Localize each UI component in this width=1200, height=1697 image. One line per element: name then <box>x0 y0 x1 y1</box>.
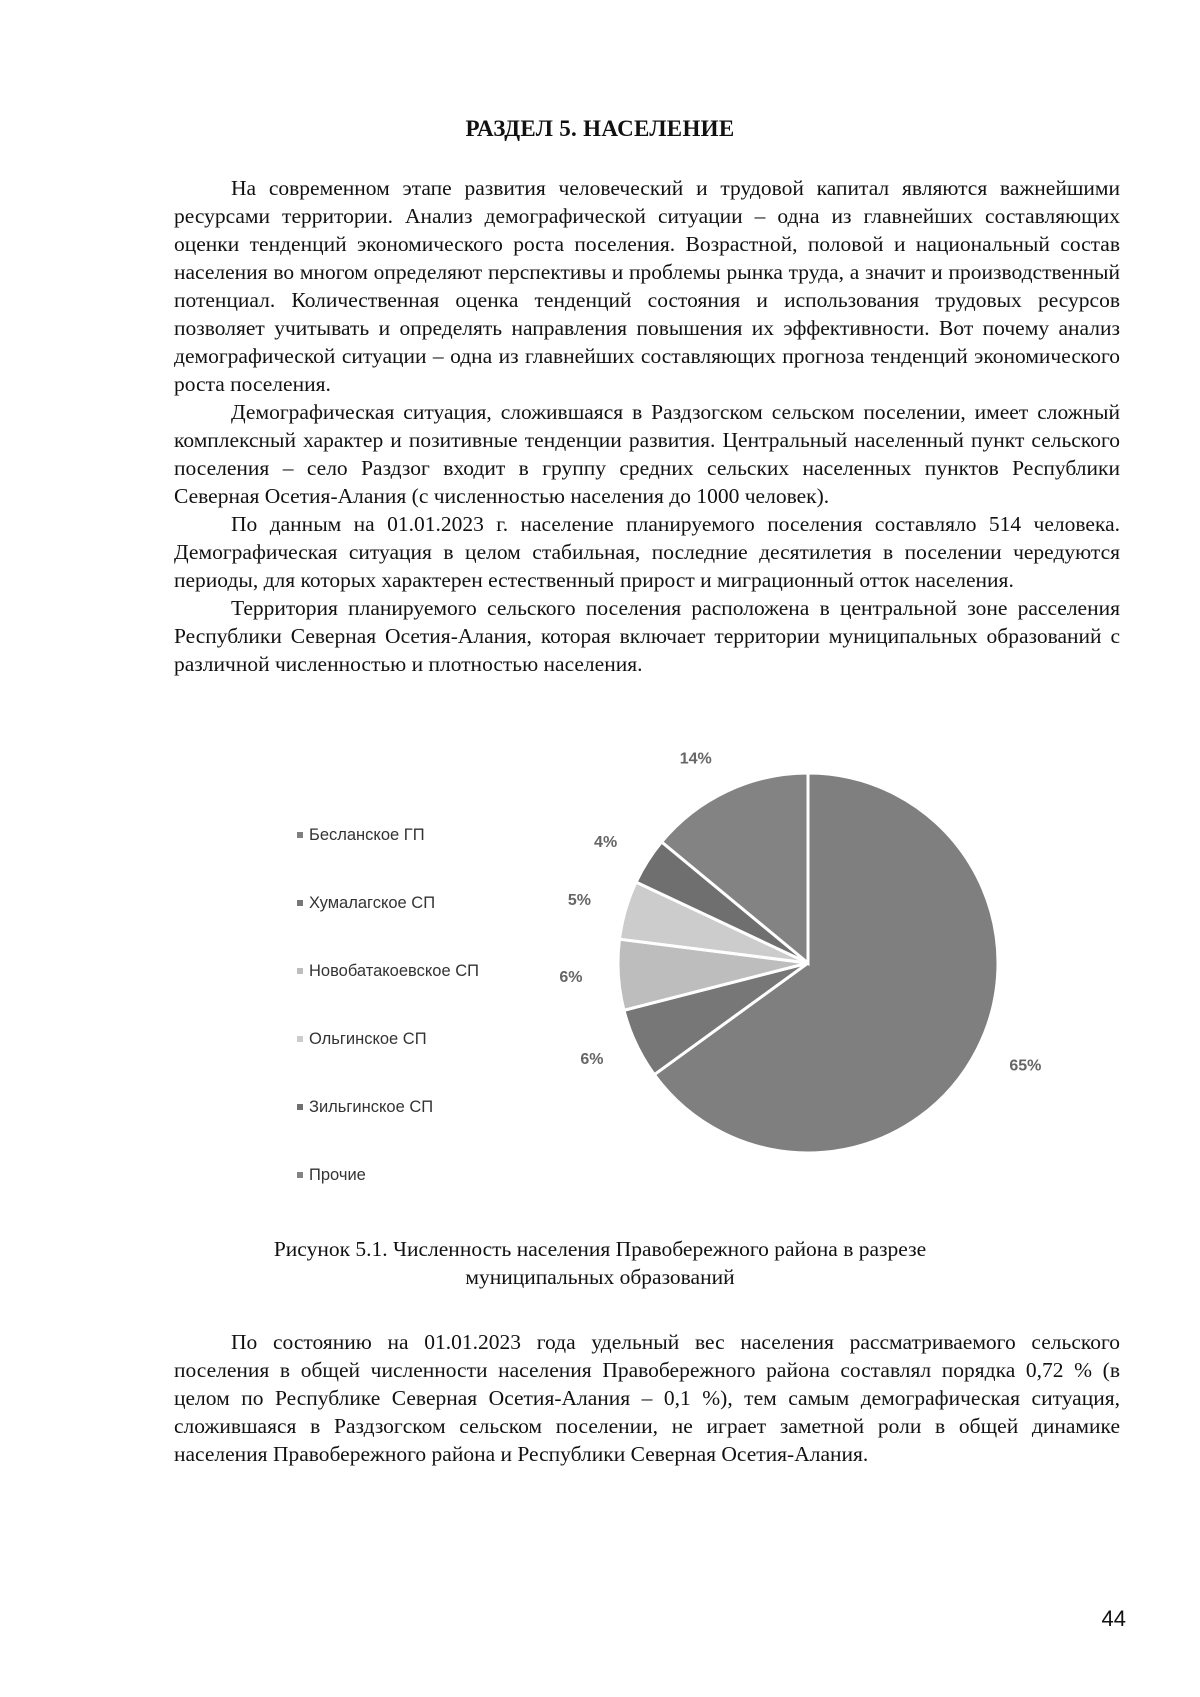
slice-percent-label: 5% <box>567 891 591 909</box>
legend-label: Прочие <box>309 1165 366 1184</box>
paragraph-5: По состоянию на 01.01.2023 года удельный вес населения рассматриваемого сельского поселения в общей численности населения Правобережного района составлял порядка 0,72 % (в целом по Республике Северная Осетия-Алания – 0,1 %), тем самым демографическая ситуация, сложившаяся в Раздзогском сельском поселении, не играет заметной роли в общей динамике населения Правобережного района и Республики Северная Осетия-Алания. <box>174 1330 1120 1466</box>
slice-percent-label: 6% <box>559 969 583 987</box>
slice-percent-label: 4% <box>594 833 618 851</box>
paragraph-1: На современном этапе развития человеческий и трудовой капитал являются важнейшими ресурсами территории. Анализ демографической ситуации – одна из главнейших составляющих оценки тенденций экономического роста поселения. Возрастной, половой и национальный состав населения во многом определяют перспективы и проблемы рынка труда, а значит и производственный потенциал. Количественная оценка тенденций состояния и использования трудовых ресурсов позволяет учитывать и определять направления повышения их эффективности. Вот почему анализ демографической ситуации – одна из главнейших составляющих прогноза тенденций экономического роста поселения. <box>174 176 1120 396</box>
paragraph-3: По данным на 01.01.2023 г. население планируемого поселения составляло 514 человека. Демографическая ситуация в целом стабильная, последние десятилетия в поселении чередуются периоды, для которых характерен естественный прирост и миграционный отток населения. <box>174 512 1120 592</box>
pie-svg <box>200 750 1100 1210</box>
closing-text <box>174 1328 1120 1468</box>
section-heading: РАЗДЕЛ 5. НАСЕЛЕНИЕ <box>465 116 735 141</box>
legend-label: Бесланское ГП <box>309 825 425 844</box>
legend-label: Ольгинское СП <box>309 1029 427 1048</box>
slice-percent-label: 6% <box>580 1051 604 1069</box>
paragraph-2: Демографическая ситуация, сложившаяся в Раздзогском сельском поселении, имеет сложный комплексный характер и позитивные тенденции развития. Центральный населенный пункт сельского поселения – село Раздзог входит в группу средних сельских населенных пунктов Республики Северная Осетия-Алания (с численностью населения до 1000 человек). <box>174 400 1120 508</box>
caption-line-1: Рисунок 5.1. Численность населения Правобережного района в разрезе <box>273 1237 927 1261</box>
population-pie-chart <box>200 750 1100 1210</box>
caption-line-2: муниципальных образований <box>465 1265 735 1289</box>
intro-text <box>174 174 1120 678</box>
legend-label: Хумалагское СП <box>309 893 436 912</box>
slice-percent-label: 65% <box>1009 1057 1042 1075</box>
paragraph-4: Территория планируемого сельского поселения расположена в центральной зоне расселения Республики Северная Осетия-Алания, которая включает территории муниципальных образований с различной численностью и плотностью населения. <box>174 596 1120 676</box>
slice-percent-label: 14% <box>679 750 712 768</box>
legend-label: Новобатакоевское СП <box>309 961 479 980</box>
page-number: 44 <box>1101 1606 1126 1631</box>
figure-caption <box>0 1235 1200 1291</box>
legend-label: Зильгинское СП <box>309 1097 434 1116</box>
